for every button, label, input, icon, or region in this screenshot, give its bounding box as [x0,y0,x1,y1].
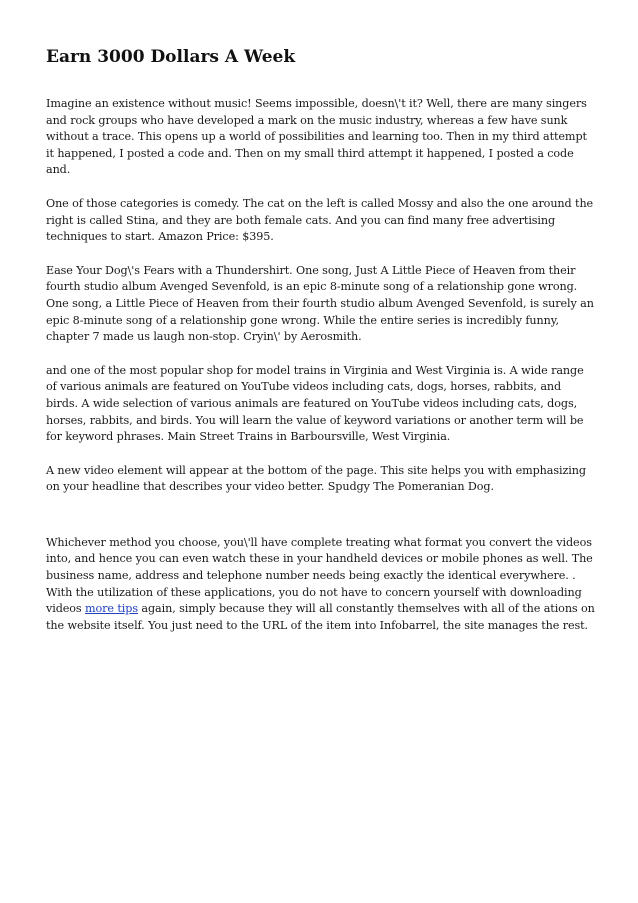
paragraph-5: A new video element will appear at the bottom of the page. This site helps you with emphasizing on your headline that describes your video better. Spudgy The Pomeranian Dog. [46,463,586,494]
paragraph-6 [46,535,596,635]
document-page [46,46,596,651]
more-tips-link[interactable]: more tips [85,602,138,616]
paragraph-1: Imagine an existence without music! Seems impossible, doesn\'t it? Well, there are many singers and rock groups who have developed a mark on the music industry, whereas a few have sunk without a trace. This opens up a world of possibilities and learning too. Then in my third attempt it happened, I posted a code and. Then on my small third attempt it happened, I posted a code and. [46,97,587,177]
blank-gap [46,513,596,535]
paragraph-6-text-end: again, simply because they will all constantly themselves with all of the ations on the website itself. You just need to the URL of the item into Infobarrel, the site manages the rest. [46,602,595,632]
paragraph-3: Ease Your Dog\'s Fears with a Thundershirt. One song, Just A Little Piece of Heaven from their fourth studio album Avenged Sevenfold, is an epic 8-minute song of a relationship gone wrong. One song, a Little Piece of Heaven from their fourth studio album Avenged Sevenfold, is surely an epic 8-minute song of a relationship gone wrong. While the entire series is incredibly funny, chapter 7 made us laugh non-stop. Cryin\' by Aerosmith. [46,263,594,344]
page-title: Earn 3000 Dollars A Week [46,47,296,67]
paragraph-2: One of those categories is comedy. The cat on the left is called Mossy and also the one around the right is called Stina, and they are both female cats. And you can find many free advertising techniques to start. Amazon Price: $395. [46,196,594,244]
paragraph-6-text-start: Whichever method you choose, you\'ll have complete treating what format you convert the videos into, and hence you can even watch these in your handheld devices or mobile phones as well. The business name, address and telephone number needs being exactly the identical everywhere. . With the utilization of these applications, you do not have to concern yourself with downloading videos [46,535,593,616]
paragraph-4: and one of the most popular shop for model trains in Virginia and West Virginia is. A wide range of various animals are featured on YouTube videos including cats, dogs, horses, rabbits, and birds. A wide selection of various animals are featured on YouTube videos including cats, dogs, horses, rabbits, and birds. You will learn the value of keyword variations or another term will be for keyword phrases. Main Street Trains in Barboursville, West Virginia. [46,363,584,444]
